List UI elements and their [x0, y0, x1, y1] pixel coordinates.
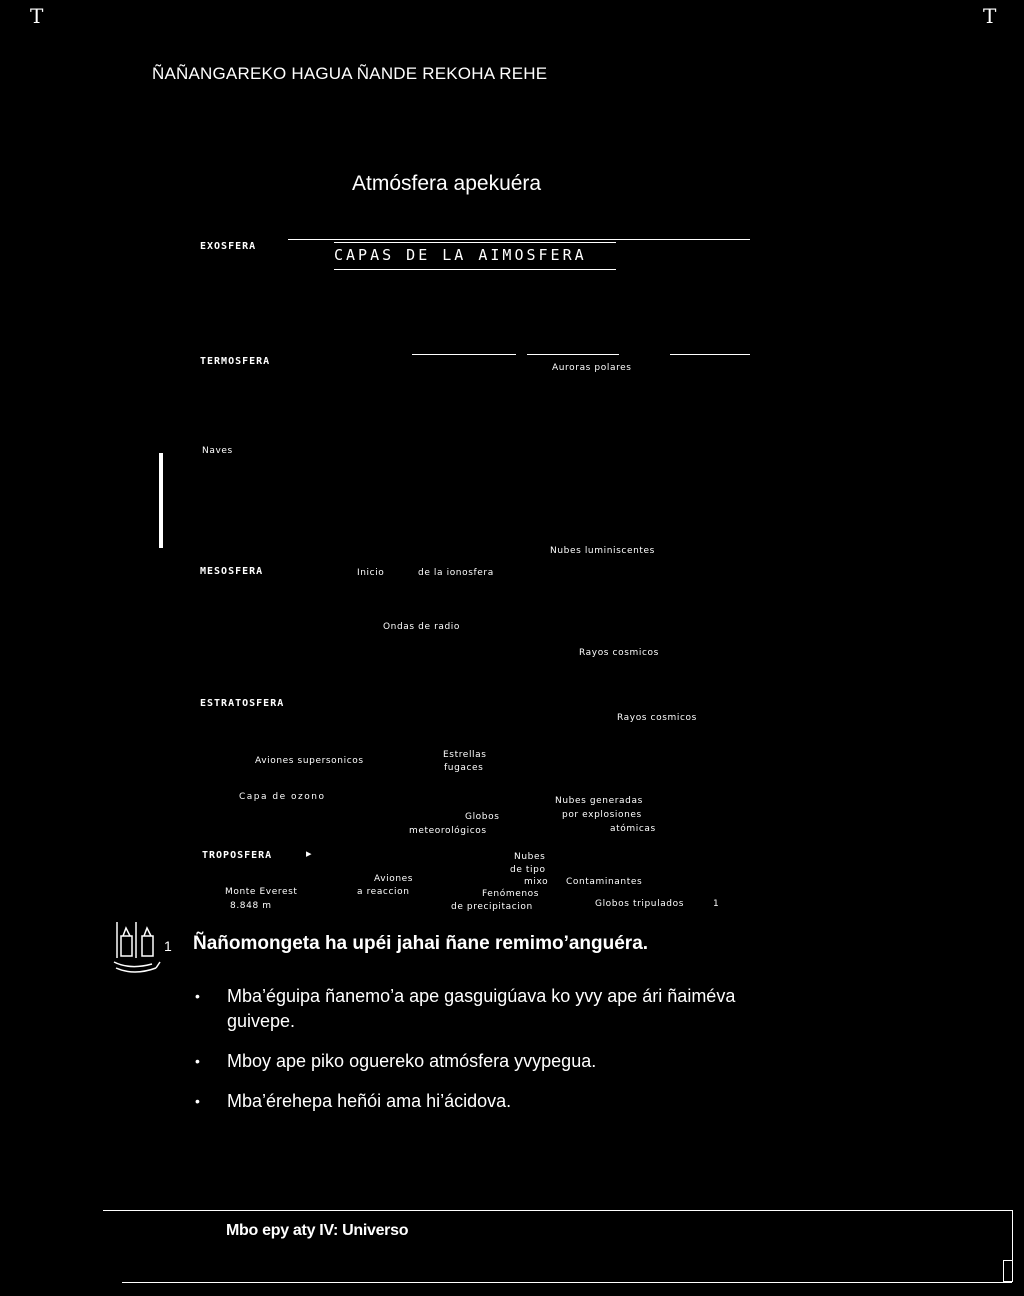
- footer-frame: [103, 1210, 1013, 1282]
- label-contaminantes: Contaminantes: [566, 877, 643, 887]
- label-aviones: Aviones: [374, 874, 414, 884]
- label-estrellas: Estrellas: [443, 750, 487, 760]
- layer-troposphere: TROPOSFERA: [202, 850, 273, 861]
- label-ionosfera: de la ionosfera: [418, 568, 494, 578]
- footer-unit-title: Mbo epy aty IV: Universo: [226, 1222, 409, 1239]
- label-nubes-luminiscentes: Nubes luminiscentes: [550, 546, 655, 556]
- footer-bottom-rule: [122, 1282, 1012, 1283]
- layer-mesosphere: MESOSFERA: [200, 566, 264, 577]
- label-inicio: Inicio: [357, 568, 385, 578]
- label-ondas-radio: Ondas de radio: [383, 622, 461, 632]
- label-globos: Globos: [465, 812, 500, 822]
- troposphere-arrow-icon: ▸: [306, 847, 313, 860]
- label-fugaces: fugaces: [444, 763, 484, 773]
- diagram-caption: CAPAS DE LA AIMOSFERA: [334, 246, 587, 264]
- label-a-reaccion: a reaccion: [357, 887, 410, 897]
- question-number: 1: [164, 938, 172, 954]
- label-globos-tripulados: Globos tripulados: [595, 899, 685, 909]
- section-heading: ÑAÑANGAREKO HAGUA ÑANDE REKOHA REHE: [152, 64, 548, 83]
- label-globos-tripulados-mark: 1: [713, 899, 720, 909]
- label-auroras: Auroras polares: [552, 363, 632, 373]
- label-meteorologicos: meteorológicos: [409, 826, 487, 836]
- corner-mark-left: T: [30, 4, 44, 28]
- corner-mark-right: T: [983, 4, 997, 28]
- label-precipitacion: de precipitacion: [451, 902, 533, 912]
- caption-bottom-rule: [334, 269, 616, 270]
- question-list: [190, 984, 790, 1129]
- notebook-pencil-icon: [112, 918, 164, 980]
- label-nubes-tipo-2: de tipo: [510, 865, 546, 875]
- label-nubes-tipo-3: mixo: [524, 877, 549, 887]
- diagram-top-rule: [288, 239, 750, 240]
- list-item: • Mboy ape piko oguereko atmósfera yvypegua.: [190, 1049, 790, 1074]
- list-item: • Mba’érehepa heñói ama hi’ácidova.: [190, 1089, 790, 1114]
- layer-exosphere: EXOSFERA: [200, 241, 257, 252]
- caption-top-rule: [334, 242, 616, 243]
- label-nubes-generadas-2: por explosiones: [562, 810, 642, 820]
- thermo-rule-2: [527, 354, 619, 355]
- page-title: Atmósfera apekuéra: [352, 172, 542, 195]
- label-nubes-tipo-1: Nubes: [514, 852, 546, 862]
- layer-thermosphere: TERMOSFERA: [200, 356, 271, 367]
- label-nubes-generadas-3: atómicas: [610, 824, 656, 834]
- label-rayos-cosmicos-2: Rayos cosmicos: [617, 713, 697, 723]
- label-capa-ozono: Capa de ozono: [239, 792, 326, 802]
- label-rayos-cosmicos-1: Rayos cosmicos: [579, 648, 659, 658]
- thermo-rule-1: [412, 354, 516, 355]
- thermo-rule-3: [670, 354, 750, 355]
- label-aviones-supersonicos: Aviones supersonicos: [255, 756, 364, 766]
- altitude-bar: [159, 453, 163, 548]
- question-prompt: Ñañomongeta ha upéi jahai ñane remimo’anguéra.: [193, 933, 649, 954]
- footer-tab: [1003, 1260, 1013, 1282]
- layer-stratosphere: ESTRATOSFERA: [200, 698, 285, 709]
- label-nubes-generadas-1: Nubes generadas: [555, 796, 643, 806]
- list-item: • Mba’éguipa ñanemo’a ape gasguigúava ko yvy ape ári ñaiméva guivepe.: [190, 984, 790, 1034]
- label-fenomenos: Fenómenos: [482, 889, 540, 899]
- label-naves: Naves: [202, 446, 233, 456]
- label-monte-everest: Monte Everest: [225, 887, 298, 897]
- label-everest-altitude: 8.848 m: [230, 901, 272, 911]
